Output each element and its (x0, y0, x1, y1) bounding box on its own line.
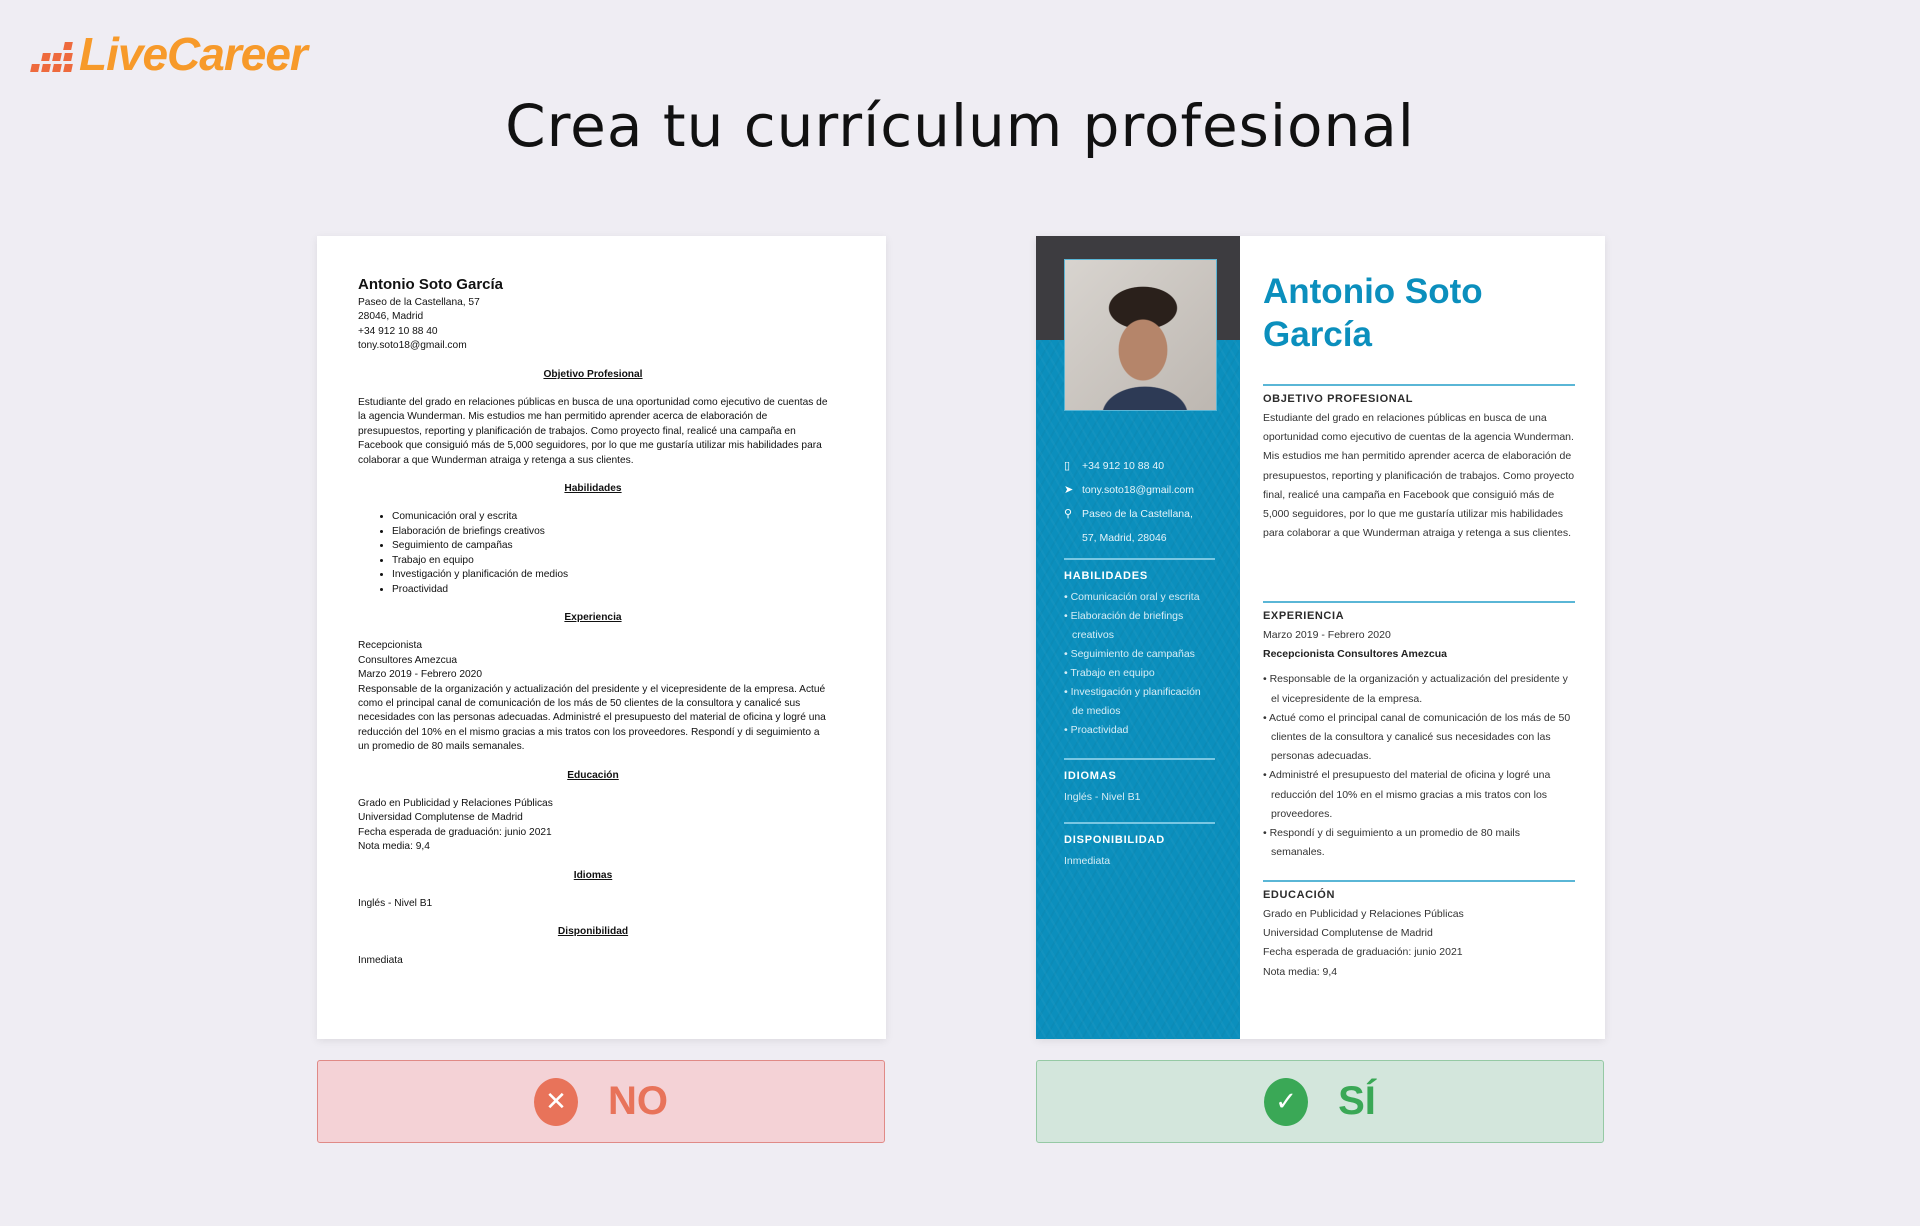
divider (1263, 384, 1575, 386)
job-dates: Marzo 2019 - Febrero 2020 (358, 669, 483, 681)
list-item: • Proactividad (1064, 724, 1129, 736)
address (1082, 502, 1193, 550)
section-education (1263, 880, 1575, 982)
resume-name: Antonio Soto García (1263, 272, 1483, 354)
resume-sidebar (1036, 236, 1240, 1039)
languages-text: Inglés - Nivel B1 (358, 898, 433, 909)
job-role: Recepcionista (358, 640, 422, 652)
section-heading: EXPERIENCIA (1263, 610, 1345, 622)
email: tony.soto18@gmail.com (358, 340, 467, 352)
objective-text: Estudiante del grado en relaciones públicas en busca de una oportunidad como ejecutivo de cuentas de la agencia Wunderman. Mis estudios me han permitido aprender acerca de elaboración de presupuestos, reporting y planificación de trabajos. Como proyecto final, realicé una campaña en Facebook que consiguió más de 5,000 seguidores, por lo que me gustaría utilizar mis habilidades para colaborar a que Wunderman atraiga y retenga a sus clientes. (1263, 412, 1575, 540)
section-experience (1263, 601, 1575, 862)
divider (1263, 601, 1575, 603)
list-item: • Comunicación oral y escrita (392, 510, 828, 524)
sidebar-section-languages (1064, 758, 1215, 807)
availability-text: Inmediata (358, 954, 403, 966)
list-item: • Proactividad (392, 583, 828, 597)
section-heading-skills: Habilidades (564, 483, 622, 495)
languages-text: Inglés - Nivel B1 (1064, 791, 1141, 803)
livecareer-logo[interactable] (27, 28, 307, 80)
list-item: • Elaboración de briefings creativos (392, 525, 828, 539)
section-heading-objective: Objetivo Profesional (543, 368, 643, 380)
section-heading: HABILIDADES (1064, 570, 1148, 582)
divider (1064, 822, 1215, 824)
section-heading-availability: Disponibilidad (557, 926, 629, 938)
profile-photo (1064, 259, 1217, 411)
list-item: • Elaboración de briefings creativos (1064, 610, 1184, 641)
section-heading-languages: Idiomas (573, 869, 613, 881)
designed-resume-example (1036, 236, 1605, 1039)
paper-plane-icon: ➤ (1064, 484, 1074, 496)
section-heading: IDIOMAS (1064, 770, 1117, 782)
section-heading-experience: Experiencia (564, 611, 622, 623)
divider (1263, 880, 1575, 882)
list-item: • Investigación y planificación de medios (1064, 686, 1201, 717)
address-line: 57, Madrid, 28046 (1082, 532, 1167, 544)
list-item: • Responsable de la organización y actualización del presidente y el vicepresidente de la empresa. (1263, 673, 1568, 705)
list-item: • Actué como el principal canal de comunicación de los más de 50 clientes de la consultora y canalicé sus necesidades con las personas adecuadas. (1263, 711, 1571, 763)
education-line: Universidad Complutense de Madrid (358, 812, 523, 824)
sidebar-section-skills (1064, 558, 1215, 740)
list-item: • Comunicación oral y escrita (1064, 591, 1200, 603)
section-heading: OBJETIVO PROFESIONAL (1263, 393, 1414, 405)
resume-main (1240, 236, 1605, 1039)
logo-mark-icon (27, 34, 75, 74)
list-item: • Seguimiento de campañas (1064, 648, 1195, 660)
list-item: • Investigación y planificación de medios (392, 568, 828, 582)
skills-list (358, 510, 828, 596)
verdict-label: SÍ (1338, 1079, 1376, 1123)
job-description: Responsable de la organización y actualización del presidente y el vicepresidente de la empresa. Actué como el principal canal de comunicación de los más de 50 clientes de la consultora y canalicé sus necesidades con las personas adecuadas. Administré el presupuesto del material de oficina y logré una reducción del 10% en el mismo gracias a mis tratos con los proveedores. Respondí y di seguimiento a un promedio de 80 mails semanales. (358, 683, 826, 753)
job-title: Recepcionista Consultores Amezcua (1263, 648, 1447, 661)
education-line: Grado en Publicidad y Relaciones Públicas (358, 797, 553, 809)
job-company: Consultores Amezcua (358, 654, 458, 666)
divider (1064, 558, 1215, 560)
availability-text: Inmediata (1064, 855, 1111, 867)
check-circle-icon: ✓ (1264, 1078, 1308, 1126)
sidebar-section-availability (1064, 822, 1215, 871)
education-line: Universidad Complutense de Madrid (1263, 927, 1433, 940)
education-line: Fecha esperada de graduación: junio 2021 (358, 826, 552, 838)
section-heading-education: Educación (567, 769, 619, 781)
section-objective (1263, 384, 1575, 543)
verdict-yes-badge (1036, 1060, 1604, 1143)
section-heading: DISPONIBILIDAD (1064, 834, 1166, 846)
phone: +34 912 10 88 40 (358, 325, 438, 337)
page-title: Crea tu currículum profesional (505, 92, 1415, 160)
address-line: Paseo de la Castellana, (1082, 508, 1193, 520)
address-line: 28046, Madrid (358, 311, 424, 323)
section-heading: EDUCACIÓN (1263, 889, 1336, 901)
map-pin-icon: ⚲ (1064, 508, 1073, 520)
education-line: Grado en Publicidad y Relaciones Públicas (1263, 908, 1464, 920)
job-dates: Marzo 2019 - Febrero 2020 (1263, 629, 1391, 641)
plain-resume-example (317, 236, 886, 1039)
education-line: Nota media: 9,4 (1263, 965, 1338, 978)
verdict-label: NO (608, 1079, 668, 1123)
phone: +34 912 10 88 40 (1082, 460, 1165, 472)
list-item: • Trabajo en equipo (1064, 667, 1155, 679)
resume-name: Antonio Soto García (358, 276, 504, 293)
verdict-no-badge (317, 1060, 885, 1143)
address-line: Paseo de la Castellana, 57 (358, 297, 480, 308)
list-item: • Trabajo en equipo (392, 554, 828, 568)
list-item: • Seguimiento de campañas (392, 539, 828, 553)
list-item: • Administré el presupuesto del material de oficina y logré una reducción del 10% en el mismo gracias a mis tratos con los proveedores. (1263, 769, 1551, 820)
x-circle-icon: ✕ (534, 1078, 578, 1126)
divider (1064, 758, 1215, 760)
education-line: Fecha esperada de graduación: junio 2021 (1263, 946, 1463, 959)
objective-text: Estudiante del grado en relaciones públicas en busca de una oportunidad como ejecutivo de cuentas de la agencia Wunderman. Mis estudios me han permitido aprender acerca de elaboración de presupuestos, reporting y planificación de trabajos. Como proyecto final, realicé una campaña en Facebook que consiguió más de 5,000 seguidores, por lo que me gustaría utilizar mis habilidades para colaborar a que Wunderman atraiga y retenga a sus clientes. (358, 397, 828, 466)
logo-text: LiveCareer (79, 28, 307, 80)
list-item: • Respondí y di seguimiento a un promedio de 80 mails semanales. (1263, 827, 1520, 859)
contact-block (1064, 454, 1194, 550)
mobile-phone-icon: ▯ (1064, 460, 1071, 472)
email: tony.soto18@gmail.com (1082, 484, 1195, 496)
education-line: Nota media: 9,4 (358, 841, 430, 853)
